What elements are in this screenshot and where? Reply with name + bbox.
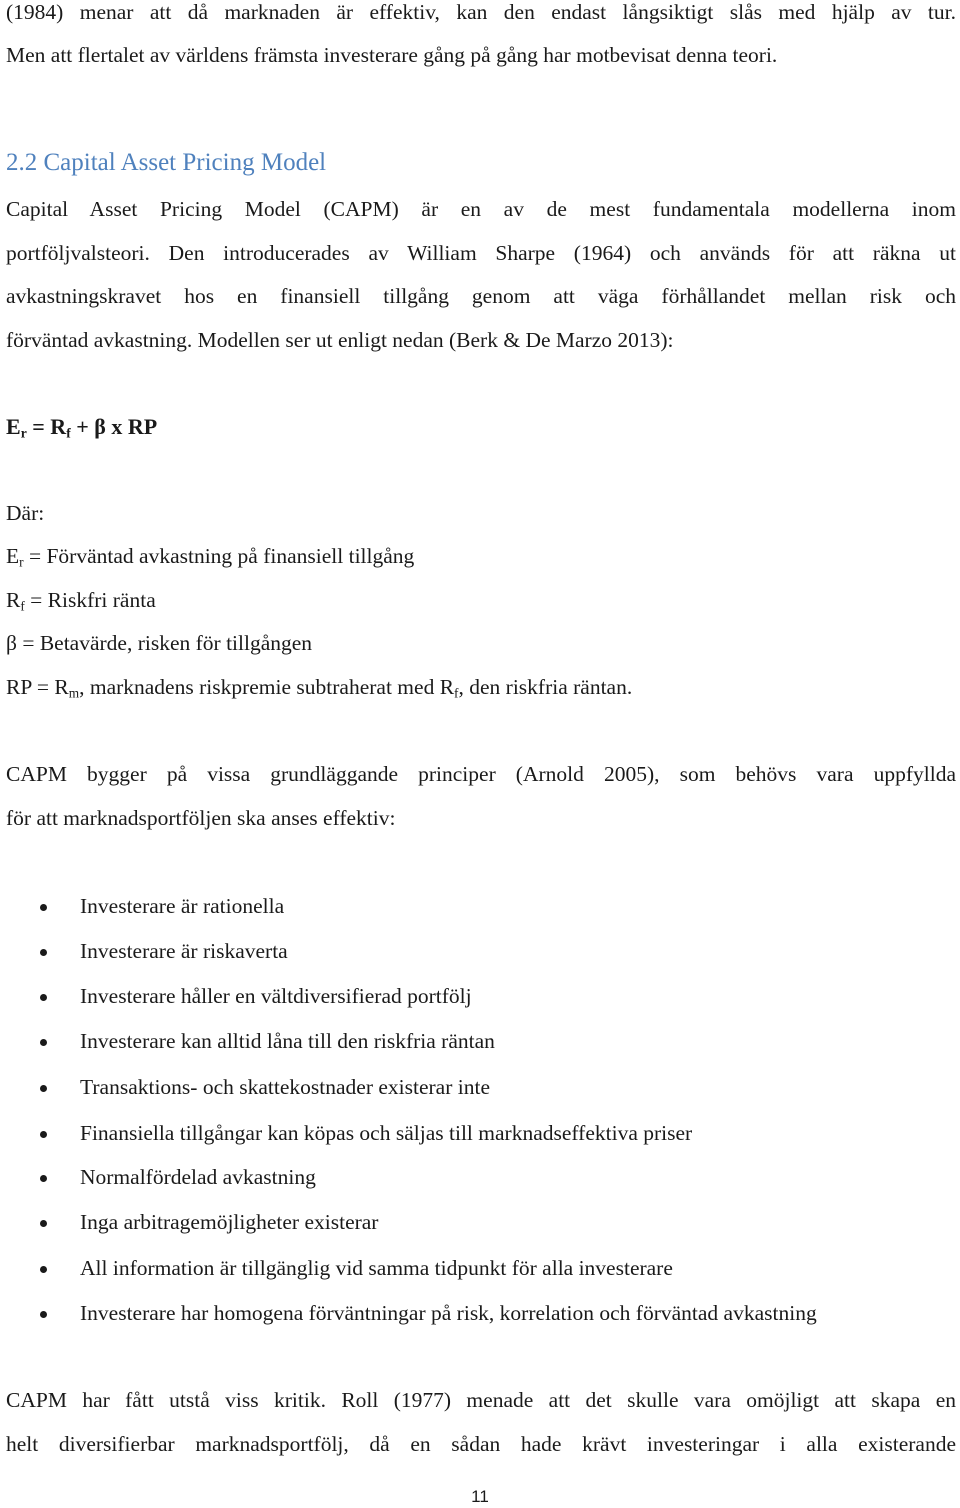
list-item: Investerare håller en vältdiversifierad portfölj <box>80 984 472 1008</box>
intro-line-2: Men att flertalet av världens främsta investerare gång på gång har motbevisat denna teori. <box>6 43 778 67</box>
paragraph-line-4: förväntad avkastning. Modellen ser ut enligt nedan (Berk & De Marzo 2013): <box>6 328 674 352</box>
bullet-icon <box>40 904 47 911</box>
paragraph-line-2: portföljvalsteori. Den introducerades av William Sharpe (1964) och används för att räkna ut <box>6 241 956 265</box>
list-item: Investerare är riskaverta <box>80 939 288 963</box>
definitions-label: Där: <box>6 501 45 525</box>
list-item: Investerare kan alltid låna till den riskfria räntan <box>80 1029 495 1053</box>
critique-line-1: CAPM har fått utstå viss kritik. Roll (1977) menade att det skulle vara omöjligt att skapa en <box>6 1388 956 1412</box>
bullet-icon <box>40 1220 47 1227</box>
list-item: Normalfördelad avkastning <box>80 1165 316 1189</box>
bullet-icon <box>40 1039 47 1046</box>
bullet-icon <box>40 1266 47 1273</box>
capm-formula: $E_r = R_f + \beta$ x RP <box>6 414 158 441</box>
list-item: All information är tillgänglig vid samma tidpunkt för alla investerare <box>80 1256 673 1280</box>
principles-line-1: CAPM bygger på vissa grundläggande principer (Arnold 2005), som behövs vara uppfyllda <box>6 762 956 786</box>
paragraph-line-3: avkastningskravet hos en finansiell tillgång genom att väga förhållandet mellan risk och <box>6 284 956 308</box>
critique-line-2: helt diversifierbar marknadsportfölj, då en sådan hade krävt investeringar i alla existerande <box>6 1432 956 1456</box>
list-item: Investerare är rationella <box>80 894 285 918</box>
bullet-icon <box>40 1131 47 1138</box>
paragraph-line-1: Capital Asset Pricing Model (CAPM) är en av de mest fundamentala modellerna inom <box>6 197 956 221</box>
list-item: Inga arbitragemöjligheter existerar <box>80 1210 379 1234</box>
section-heading: 2.2 Capital Asset Pricing Model <box>6 149 327 176</box>
bullet-icon <box>40 1175 47 1182</box>
intro-line-1: (1984) menar att då marknaden är effektiv, kan den endast långsiktigt slås med hjälp av tur. <box>6 0 956 24</box>
definition-beta: β = Betavärde, risken för tillgången <box>6 631 313 655</box>
list-item: Finansiella tillgångar kan köpas och säljas till marknadseffektiva priser <box>80 1121 693 1145</box>
definition-rp: RP = $R_m$, marknadens riskpremie subtraherat med $R_f$, den riskfria räntan. <box>6 675 633 701</box>
bullet-icon <box>40 949 47 956</box>
bullet-icon <box>40 994 47 1001</box>
bullet-icon <box>40 1311 47 1318</box>
list-item: Investerare har homogena förväntningar på risk, korrelation och förväntad avkastning <box>80 1301 817 1325</box>
page-number: 11 <box>471 1487 489 1506</box>
list-item: Transaktions- och skattekostnader existerar inte <box>80 1075 490 1099</box>
definition-rf: $R_f$ = Riskfri ränta <box>6 588 156 614</box>
principles-line-2: för att marknadsportföljen ska anses effektiv: <box>6 806 396 830</box>
definition-er: $E_r$ = Förväntad avkastning på finansiell tillgång <box>6 544 415 570</box>
bullet-icon <box>40 1085 47 1092</box>
